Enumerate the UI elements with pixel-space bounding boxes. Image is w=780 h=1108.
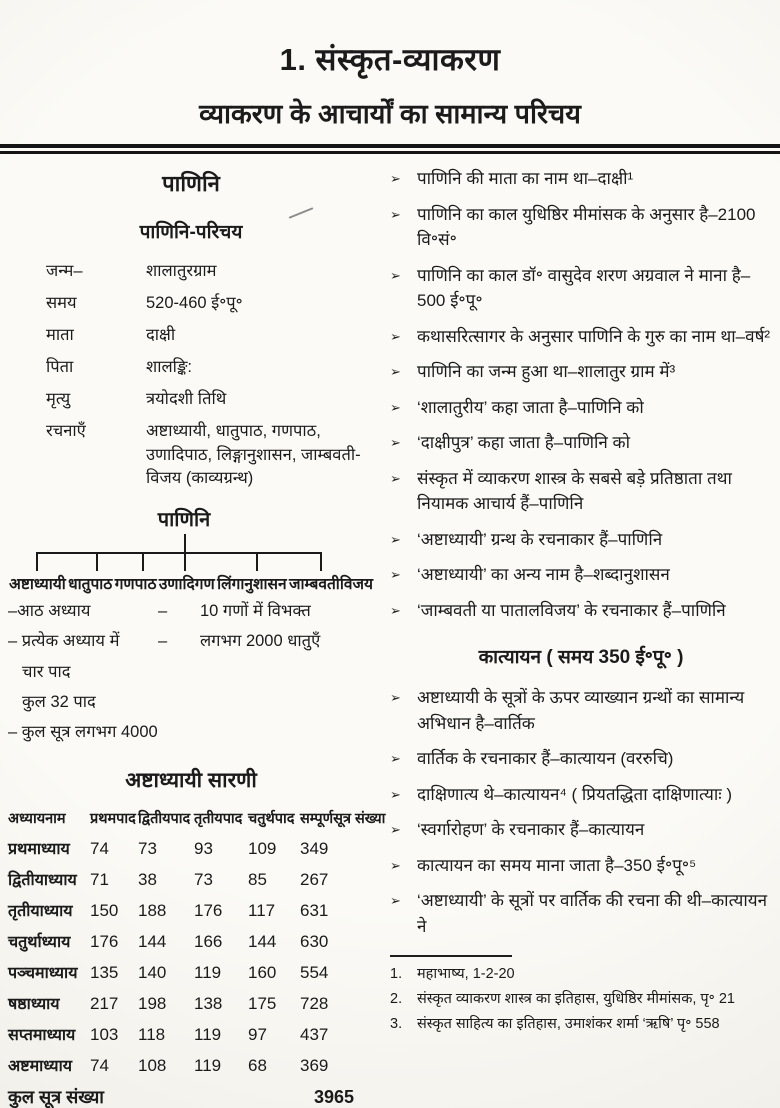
list-item — [390, 562, 772, 588]
fact-value: 520-460 ई॰पू॰ — [146, 293, 243, 312]
chapter-name: द्वितीयाध्याय — [8, 871, 77, 889]
tree-children-labels — [8, 572, 374, 594]
tree-branch-line — [36, 552, 38, 571]
tree-branch-line — [320, 552, 322, 571]
fact-value: शालातुरग्राम — [146, 262, 217, 280]
footnote — [390, 989, 772, 1011]
total-value: 3965 — [314, 1086, 355, 1107]
cell-value: 176 — [194, 900, 223, 920]
page-header — [0, 0, 780, 154]
cell-value: 217 — [90, 993, 119, 1013]
panini-parichay-heading: पाणिनि-परिचय — [139, 222, 243, 243]
tree-branch-line — [96, 552, 98, 571]
cell-value: 188 — [138, 900, 167, 920]
ashtadhyayi-table-heading: अष्टाध्यायी सारणी — [125, 768, 257, 792]
list-item — [390, 888, 772, 939]
panini-points-list — [390, 166, 772, 623]
tree-child-label: अष्टाध्यायी — [9, 576, 66, 594]
fact-row-works — [46, 420, 374, 492]
list-item — [390, 202, 772, 253]
tree-horizontal-line — [36, 552, 322, 554]
table-row — [8, 1023, 374, 1045]
table-row — [8, 899, 374, 921]
arrow-bullet-icon: ➢ — [390, 435, 401, 450]
arrow-bullet-icon: ➢ — [390, 399, 401, 415]
cell-value: 97 — [248, 1024, 267, 1044]
cell-value: 166 — [194, 931, 223, 951]
point-text: ‘स्वर्गारोहण’ के रचनाकार हैं–कात्यायन — [417, 820, 645, 839]
arrow-bullet-icon: ➢ — [390, 171, 401, 186]
point-text: पाणिनि का काल युधिष्ठिर मीमांसक के अनुसार है–2100 वि॰सं॰ — [417, 204, 756, 249]
point-text: कथासरित्सागर के अनुसार पाणिनि के गुरु का नाम था–वर्ष² — [417, 326, 771, 346]
point-text: कात्यायन का समय माना जाता है–350 ई॰पू॰⁵ — [417, 855, 697, 875]
cell-value: 369 — [300, 1055, 329, 1075]
note-text: – प्रत्येक अध्याय में — [8, 632, 120, 651]
cell-value: 109 — [248, 838, 277, 858]
cell-value: 630 — [300, 931, 329, 951]
cell-value: 267 — [300, 869, 329, 889]
table-row — [8, 961, 374, 983]
fact-row-father — [46, 356, 374, 380]
arrow-bullet-icon: ➢ — [390, 690, 401, 705]
list-item — [390, 430, 772, 456]
cell-value: 554 — [300, 962, 329, 982]
arrow-bullet-icon: ➢ — [390, 364, 401, 379]
cell-value: 119 — [194, 962, 222, 982]
fact-value: शालङ्कि: — [146, 357, 192, 376]
tree-note-row — [8, 600, 374, 623]
tree-note-row — [8, 721, 374, 744]
fact-label: पिता — [46, 357, 74, 376]
tree-connector-lines — [8, 532, 374, 572]
column-header: प्रथमपाद — [90, 810, 136, 827]
tree-stem-line — [184, 534, 186, 552]
note-dash: – — [158, 632, 168, 651]
column-header: द्वितीयपाद — [138, 810, 191, 827]
panini-heading: पाणिनि — [162, 171, 220, 196]
list-item — [390, 853, 772, 879]
cell-value: 74 — [90, 838, 109, 858]
note-text: 10 गणों में विभक्त — [200, 602, 311, 621]
point-text: संस्कृत में व्याकरण शास्त्र के सबसे बड़े प्रतिष्ठाता तथा नियामक आचार्य हैं–पाणिनि — [417, 468, 732, 513]
point-text: ‘अष्टाध्यायी’ का अन्य नाम है–शब्दानुशासन — [417, 565, 670, 584]
katyayan-points-list — [390, 685, 772, 939]
cell-value: 140 — [138, 962, 167, 982]
cell-value: 631 — [300, 900, 329, 920]
fact-label: मृत्यु — [46, 389, 71, 408]
footnote-text: संस्कृत व्याकरण शास्त्र का इतिहास, युधिष्ठिर मीमांसक, पृ॰ 21 — [417, 990, 735, 1007]
cell-value: 150 — [90, 900, 119, 920]
cell-value: 175 — [248, 993, 277, 1013]
table-row — [8, 1054, 374, 1076]
cell-value: 103 — [90, 1024, 119, 1044]
tree-child-label: धातुपाठ — [68, 576, 113, 594]
point-text: पाणिनि का काल डॉ॰ वासुदेव शरण अग्रवाल ने माना है–500 ई॰पू॰ — [417, 265, 751, 310]
table-row — [8, 837, 374, 859]
fact-value: अष्टाध्यायी, धातुपाठ, गणपाठ, उणादिपाठ, लिङ्गानुशासन, जाम्बवती-विजय (काव्यग्रन्थ) — [146, 421, 361, 488]
footnote-number: 1. — [390, 966, 403, 982]
point-text: ‘दाक्षीपुत्र’ कहा जाता है–पाणिनि को — [417, 433, 631, 452]
chapter-name: तृतीयाध्याय — [8, 902, 73, 920]
cell-value: 93 — [194, 838, 213, 858]
note-text: कुल 32 पाद — [22, 692, 96, 711]
fact-label: रचनाएँ — [46, 421, 86, 440]
footnote — [390, 964, 772, 986]
page-subtitle: व्याकरण के आचार्यों का सामान्य परिचय — [199, 99, 581, 129]
cell-value: 144 — [138, 931, 167, 951]
list-item — [390, 466, 772, 517]
point-text: ‘अष्टाध्यायी’ ग्रन्थ के रचनाकार हैं–पाणिनि — [417, 529, 663, 549]
footnote-text: महाभाष्य, 1-2-20 — [417, 966, 515, 982]
cell-value: 117 — [248, 900, 276, 920]
point-text: अष्टाध्यायी के सूत्रों के ऊपर व्याख्यान ग्रन्थों का सामान्य अभिधान है–वार्तिक — [417, 688, 745, 733]
cell-value: 71 — [90, 869, 109, 889]
column-header: सम्पूर्णसूत्र संख्या — [300, 810, 386, 827]
cell-value: 437 — [300, 1024, 329, 1044]
column-header: तृतीयपाद — [194, 810, 243, 827]
chapter-name: चतुर्थाध्याय — [8, 933, 71, 951]
point-text: पाणिनि की माता का नाम था–दाक्षी¹ — [417, 169, 634, 188]
chapter-name: प्रथमाध्याय — [8, 840, 70, 858]
arrow-bullet-icon: ➢ — [390, 893, 401, 908]
cell-value: 176 — [90, 931, 119, 951]
arrow-bullet-icon: ➢ — [390, 531, 401, 547]
fact-label: माता — [46, 325, 74, 344]
total-label: कुल सूत्र संख्या — [8, 1086, 104, 1107]
cell-value: 144 — [248, 931, 277, 951]
tree-child-label: उणादिगण — [158, 576, 215, 594]
note-text: –आठ अध्याय — [8, 602, 91, 621]
arrow-bullet-icon: ➢ — [390, 786, 401, 802]
footnotes-list — [390, 964, 772, 1035]
cell-value: 73 — [194, 869, 213, 889]
note-text: लगभग 2000 धातुएँ — [200, 632, 321, 651]
point-text: ‘शालातुरीय’ कहा जाता है–पाणिनि को — [417, 397, 644, 417]
cell-value: 38 — [138, 869, 157, 889]
cell-value: 68 — [248, 1055, 267, 1075]
cell-value: 728 — [300, 993, 329, 1013]
fact-value: दाक्षी — [146, 325, 176, 344]
tree-notes — [8, 600, 374, 743]
list-item — [390, 782, 772, 808]
list-item — [390, 817, 772, 843]
fact-row-death — [46, 388, 374, 412]
table-row — [8, 992, 374, 1014]
list-item — [390, 395, 772, 421]
page-title: 1. संस्कृत-व्याकरण — [279, 42, 501, 77]
panini-facts-list — [8, 260, 374, 491]
arrow-bullet-icon: ➢ — [390, 822, 401, 837]
cell-value: 160 — [248, 962, 277, 982]
footnote — [390, 1014, 772, 1036]
chapter-name: सप्तमाध्याय — [8, 1026, 76, 1044]
footnote-number: 3. — [390, 1015, 403, 1032]
cell-value: 85 — [248, 869, 267, 889]
chapter-name: पञ्चमाध्याय — [8, 964, 78, 982]
note-text: – कुल सूत्र लगभग 4000 — [8, 722, 158, 741]
list-item — [390, 527, 772, 553]
table-total-row — [8, 1085, 374, 1108]
list-item — [390, 359, 772, 385]
tree-child-label: जाम्बवतीविजय — [288, 576, 373, 594]
arrow-bullet-icon: ➢ — [390, 602, 401, 618]
point-text: पाणिनि का जन्म हुआ था–शालातुर ग्राम में³ — [417, 362, 676, 381]
arrow-bullet-icon: ➢ — [390, 206, 401, 222]
column-header: अध्यायनाम — [8, 810, 66, 827]
arrow-bullet-icon: ➢ — [390, 857, 401, 873]
fact-label: जन्म– — [46, 262, 83, 280]
cell-value: 74 — [90, 1055, 109, 1075]
panini-works-tree-diagram — [8, 505, 374, 743]
cell-value: 135 — [90, 962, 119, 982]
left-column — [8, 160, 386, 1108]
katyayan-heading: कात्यायन ( समय 350 ई॰पू॰ ) — [478, 647, 684, 668]
tree-branch-line — [184, 552, 186, 571]
footnote-divider-rule — [390, 955, 512, 957]
tree-child-label: गणपाठ — [114, 576, 157, 594]
table-row — [8, 930, 374, 952]
chapter-name: षष्ठाध्याय — [8, 995, 60, 1013]
cell-value: 119 — [194, 1055, 222, 1075]
fact-row-time — [46, 292, 374, 316]
arrow-bullet-icon: ➢ — [390, 567, 401, 582]
tree-note-row — [8, 691, 374, 714]
content-columns — [0, 154, 780, 1108]
list-item — [390, 263, 772, 314]
tree-root-label: पाणिनि — [157, 509, 211, 532]
arrow-bullet-icon: ➢ — [390, 267, 401, 283]
list-item — [390, 166, 772, 192]
note-text: चार पाद — [22, 662, 71, 681]
chapter-name: अष्टमाध्याय — [8, 1057, 73, 1075]
column-header: चतुर्थपाद — [248, 810, 295, 827]
point-text: ‘अष्टाध्यायी’ के सूत्रों पर वार्तिक की रचना की थी–कात्यायन ने — [417, 891, 768, 936]
header-divider-rule — [0, 144, 780, 154]
table-row — [8, 868, 374, 890]
footnote-text: संस्कृत साहित्य का इतिहास, उमाशंकर शर्मा ‘ऋषि’ पृ॰ 558 — [417, 1015, 720, 1032]
tree-branch-line — [142, 552, 144, 571]
list-item — [390, 685, 772, 736]
tree-child-label: लिंगानुशासन — [217, 576, 287, 594]
list-item — [390, 324, 772, 350]
fact-label: समय — [46, 293, 77, 312]
cell-value: 198 — [138, 993, 167, 1013]
footnote-number: 2. — [390, 990, 403, 1007]
point-text: दाक्षिणात्य थे–कात्यायन⁴ ( प्रियतद्धिता दाक्षिणात्याः ) — [417, 784, 733, 804]
table-header-row — [8, 808, 386, 828]
cell-value: 108 — [138, 1055, 167, 1075]
right-column — [390, 160, 772, 1108]
cell-value: 118 — [138, 1024, 166, 1044]
cell-value: 119 — [194, 1024, 222, 1044]
fact-row-birth — [46, 260, 374, 284]
list-item — [390, 746, 772, 772]
cell-value: 349 — [300, 838, 329, 858]
tree-branch-line — [256, 552, 258, 571]
arrow-bullet-icon: ➢ — [390, 328, 401, 344]
tree-note-row — [8, 630, 374, 653]
note-dash: – — [158, 602, 168, 621]
tree-note-row — [8, 661, 374, 684]
cell-value: 138 — [194, 993, 223, 1013]
point-text: वार्तिक के रचनाकार हैं–कात्यायन (वररुचि) — [417, 749, 674, 768]
arrow-bullet-icon: ➢ — [390, 751, 401, 766]
fact-value: त्रयोदशी तिथि — [146, 389, 227, 408]
point-text: ‘जाम्बवती या पातालविजय’ के रचनाकार हैं–पाणिनि — [417, 600, 726, 620]
arrow-bullet-icon: ➢ — [390, 470, 401, 486]
list-item — [390, 598, 772, 624]
ashtadhyayi-table — [8, 808, 386, 1108]
cell-value: 73 — [138, 838, 157, 858]
fact-row-mother — [46, 324, 374, 348]
